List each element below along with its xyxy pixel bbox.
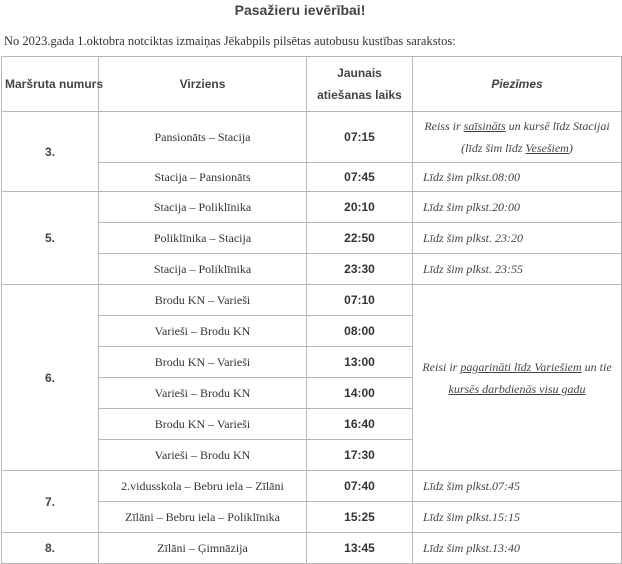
table-row <box>2 192 622 223</box>
table-row <box>2 112 622 163</box>
time-cell: 22:50 <box>307 223 413 254</box>
header-route: Maršruta numurs <box>2 57 99 112</box>
note-cell: Līdz šim plkst.07:45 <box>413 471 622 502</box>
note-cell: Reisi ir pagarināti līdz Variešiem un tie kursēs darbdienās visu gadu <box>413 285 622 471</box>
header-direction: Virziens <box>99 57 307 112</box>
time-cell: 07:10 <box>307 285 413 316</box>
table-row <box>2 533 622 564</box>
table-header-row <box>2 57 622 112</box>
route-number: 3. <box>2 112 99 192</box>
page-title: Pasažieru ievērībai! <box>234 2 366 18</box>
table-row <box>2 285 622 316</box>
note-cell: Līdz šim plkst.20:00 <box>413 192 622 223</box>
direction-cell: Stacija – Pansionāts <box>99 163 307 192</box>
table-row <box>2 471 622 502</box>
schedule-table <box>1 56 622 564</box>
time-cell: 13:45 <box>307 533 413 564</box>
direction-cell: Varieši – Brodu KN <box>99 316 307 347</box>
time-cell: 13:00 <box>307 347 413 378</box>
time-cell: 08:00 <box>307 316 413 347</box>
header-notes: Piezīmes <box>413 57 622 112</box>
route-number: 5. <box>2 192 99 285</box>
time-cell: 14:00 <box>307 378 413 409</box>
direction-cell: Poliklīnika – Stacija <box>99 223 307 254</box>
note-cell: Reiss ir saīsināts un kursē līdz Stacijai (līdz šim līdz Vesešiem) <box>413 112 622 163</box>
note-cell: Līdz šim plkst.15:15 <box>413 502 622 533</box>
direction-cell: Stacija – Poliklīnika <box>99 192 307 223</box>
note-cell: Līdz šim plkst.08:00 <box>413 163 622 192</box>
time-cell: 07:45 <box>307 163 413 192</box>
route-number: 7. <box>2 471 99 533</box>
header-time: Jaunais atiešanas laiks <box>307 57 413 112</box>
time-cell: 17:30 <box>307 440 413 471</box>
direction-cell: Stacija – Poliklīnika <box>99 254 307 285</box>
intro-text: No 2023.gada 1.oktobra notciktas izmaiņas Jēkabpils pilsētas autobusu kustības sarakstos: <box>4 34 456 48</box>
direction-cell: Varieši – Brodu KN <box>99 440 307 471</box>
direction-cell: Brodu KN – Varieši <box>99 347 307 378</box>
direction-cell: Zīlāni – Ģimnāzija <box>99 533 307 564</box>
time-cell: 16:40 <box>307 409 413 440</box>
route-number: 8. <box>2 533 99 564</box>
direction-cell: Brodu KN – Varieši <box>99 285 307 316</box>
direction-cell: Varieši – Brodu KN <box>99 378 307 409</box>
note-cell: Līdz šim plkst.13:40 <box>413 533 622 564</box>
time-cell: 23:30 <box>307 254 413 285</box>
direction-cell: Zīlāni – Bebru iela – Poliklīnika <box>99 502 307 533</box>
direction-cell: 2.vidusskola – Bebru iela – Zīlāni <box>99 471 307 502</box>
route-number: 6. <box>2 285 99 471</box>
direction-cell: Brodu KN – Varieši <box>99 409 307 440</box>
direction-cell: Pansionāts – Stacija <box>99 112 307 163</box>
time-cell: 07:40 <box>307 471 413 502</box>
note-cell: Līdz šim plkst. 23:55 <box>413 254 622 285</box>
time-cell: 07:15 <box>307 112 413 163</box>
note-cell: Līdz šim plkst. 23:20 <box>413 223 622 254</box>
time-cell: 15:25 <box>307 502 413 533</box>
time-cell: 20:10 <box>307 192 413 223</box>
